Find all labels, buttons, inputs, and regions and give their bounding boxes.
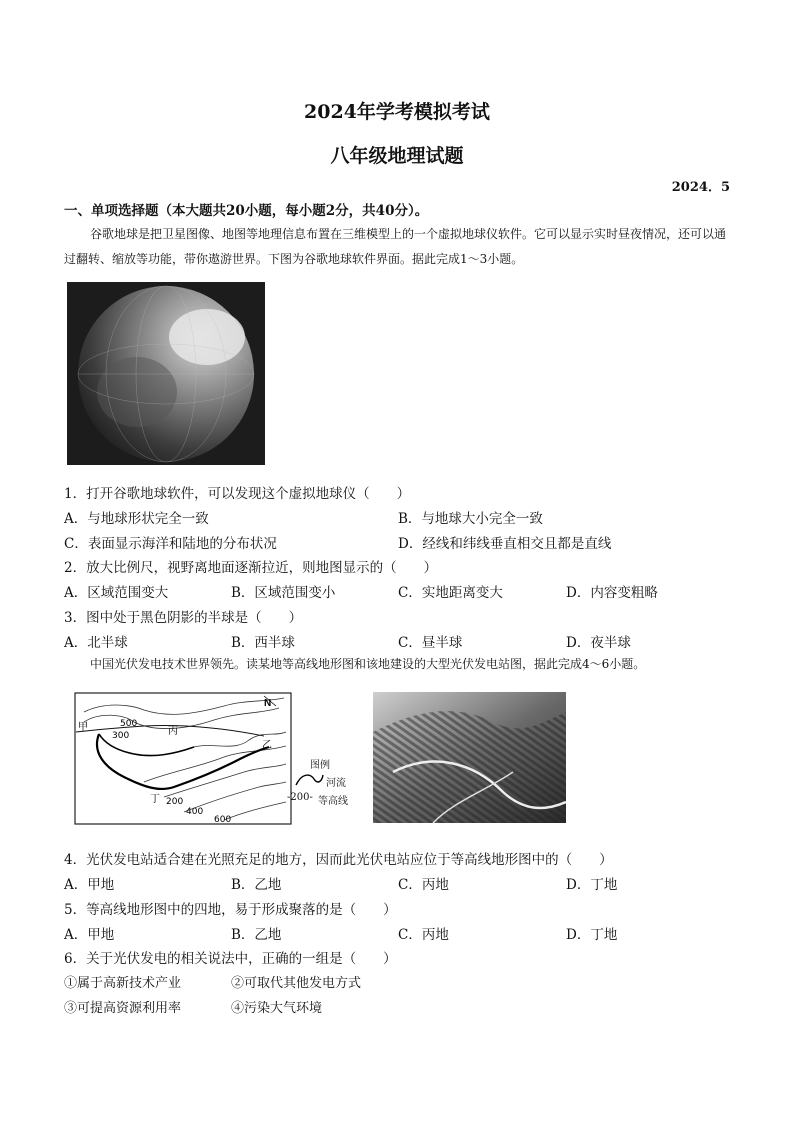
q3-option-b: B．西半球 bbox=[231, 635, 295, 651]
q3-option-c: C．昼半球 bbox=[398, 635, 463, 651]
photovoltaic-station-photo bbox=[373, 692, 566, 823]
q5-option-b: B．乙地 bbox=[231, 927, 282, 943]
intro-paragraph-2: 中国光伏发电技术世界领先。读某地等高线地形图和该地建设的大型光伏发电站图，据此完成4～6小题。 bbox=[90, 657, 646, 671]
map-label-ding: 丁 bbox=[150, 794, 160, 805]
legend-contour: 等高线 bbox=[318, 796, 348, 807]
q5-option-d: D．丁地 bbox=[566, 927, 618, 943]
q1-option-c: C．表面显示海洋和陆地的分布状况 bbox=[64, 536, 277, 552]
map-label-bing: 丙 bbox=[168, 726, 178, 737]
q4-option-d: D．丁地 bbox=[566, 877, 618, 893]
q3-option-a: A．北半球 bbox=[64, 635, 128, 651]
question-6: 6．关于光伏发电的相关说法中，正确的一组是（ ） bbox=[64, 951, 397, 967]
contour-400: 400 bbox=[186, 807, 204, 817]
contour-300: 300 bbox=[112, 731, 130, 741]
q1-option-b: B．与地球大小完全一致 bbox=[398, 511, 543, 527]
intro-paragraph-1: 谷歌地球是把卫星图像、地图等地理信息布置在三维模型上的一个虚拟地球仪软件。它可以显示实时昼夜情况，还可以通过翻转、缩放等功能，带你遨游世界。下图为谷歌地球软件界面。据此完成1～3小题。 bbox=[64, 227, 727, 266]
question-3: 3．图中处于黑色阴影的半球是（ ） bbox=[64, 610, 303, 626]
q2-option-d: D．内容变粗略 bbox=[566, 585, 658, 601]
q6-statement-3: ③可提高资源利用率 bbox=[64, 1001, 182, 1016]
exam-subtitle: 八年级地理试题 bbox=[330, 145, 464, 167]
map-label-yi: 乙 bbox=[262, 740, 272, 751]
q5-option-c: C．丙地 bbox=[398, 927, 449, 943]
q5-option-a: A．甲地 bbox=[64, 927, 115, 943]
legend-title: 图例 bbox=[310, 760, 330, 771]
exam-title: 2024年学考模拟考试 bbox=[304, 101, 490, 123]
q1-option-d: D．经线和纬线垂直相交且都是直线 bbox=[398, 536, 612, 552]
q4-option-b: B．乙地 bbox=[231, 877, 282, 893]
question-2: 2．放大比例尺，视野离地面逐渐拉近，则地图显示的（ ） bbox=[64, 560, 438, 576]
q4-option-a: A．甲地 bbox=[64, 877, 115, 893]
q2-option-a: A．区域范围变大 bbox=[64, 585, 169, 601]
north-arrow: N bbox=[264, 698, 272, 709]
question-1: 1．打开谷歌地球软件，可以发现这个虚拟地球仪（ ） bbox=[64, 486, 411, 502]
question-4: 4．光伏发电站适合建在光照充足的地方，因而此光伏电站应位于等高线地形图中的（ ） bbox=[64, 852, 613, 868]
q1-option-a: A．与地球形状完全一致 bbox=[64, 511, 209, 527]
contour-600: 600 bbox=[214, 815, 232, 825]
section-heading: 一、单项选择题（本大题共20小题，每小题2分，共40分）。 bbox=[64, 203, 429, 219]
q6-statement-2: ②可取代其他发电方式 bbox=[231, 976, 362, 991]
q2-option-b: B．区域范围变小 bbox=[231, 585, 336, 601]
legend-river-icon bbox=[294, 771, 324, 787]
q6-statement-1: ①属于高新技术产业 bbox=[64, 976, 182, 991]
exam-date: 2024．5 bbox=[671, 180, 730, 195]
q6-statement-4: ④污染大气环境 bbox=[231, 1001, 323, 1016]
map-label-jia: 甲 bbox=[78, 722, 88, 733]
contour-500: 500 bbox=[120, 719, 138, 729]
contour-map bbox=[74, 692, 292, 825]
question-5: 5．等高线地形图中的四地，易于形成聚落的是（ ） bbox=[64, 902, 397, 918]
q3-option-d: D．夜半球 bbox=[566, 635, 631, 651]
q4-option-c: C．丙地 bbox=[398, 877, 449, 893]
legend-river: 河流 bbox=[326, 778, 346, 789]
contour-200: 200 bbox=[166, 797, 184, 807]
globe-image bbox=[67, 282, 265, 465]
legend-contour-value: -200- bbox=[287, 792, 313, 803]
q2-option-c: C．实地距离变大 bbox=[398, 585, 503, 601]
